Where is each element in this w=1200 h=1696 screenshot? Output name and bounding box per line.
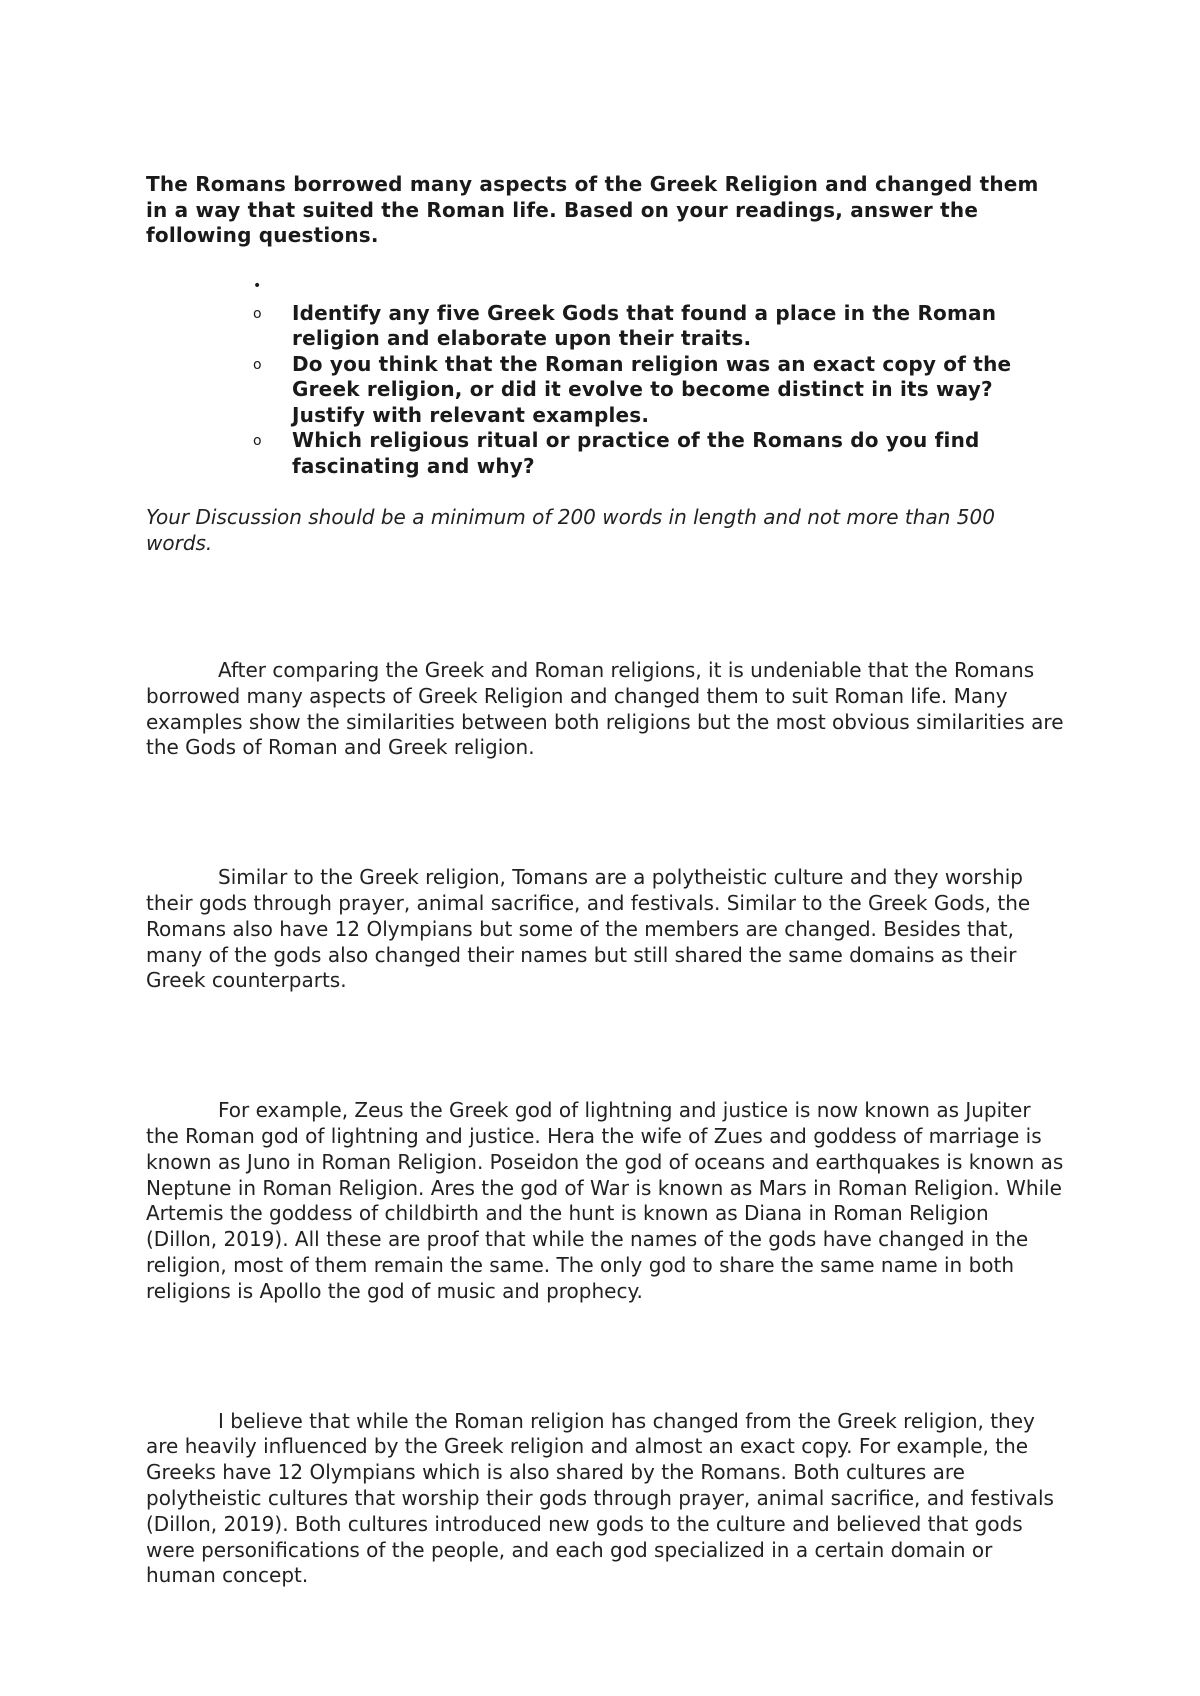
sub-bullet-marker: o bbox=[253, 305, 262, 322]
body-paragraph: For example, Zeus the Greek god of lightning and justice is now known as Jupiter the Roman god of lightning and justice. Hera the wife of Zues and goddess of marriage is known as Juno in Roman Religion. Poseidon the god of oceans and earthquakes is known as Neptune in Roman Religion. Ares the god of War is known as Mars in Roman Religion. While Artemis the goddess of childbirth and the hunt is known as Diana in Roman Religion (Dillon, 2019). All these are proof that while the names of the gods have changed in the religion, most of them remain the same. The only god to share the same name in both religions is Apollo the god of music and prophecy. bbox=[146, 1098, 1064, 1303]
question-text: Which religious ritual or practice of the Romans do you find fascinating and why? bbox=[292, 428, 980, 478]
sub-bullet-marker: o bbox=[253, 356, 262, 373]
body-paragraph: After comparing the Greek and Roman religions, it is undeniable that the Romans borrowed many aspects of Greek Religion and changed them to suit Roman life. Many examples show the similarities between both religions but the most obvious similarities are the Gods of Roman and Greek religion. bbox=[146, 658, 1064, 760]
question-item bbox=[146, 428, 1066, 479]
question-item bbox=[146, 301, 1066, 352]
empty-bullet-item bbox=[146, 275, 1066, 301]
question-item bbox=[146, 352, 1066, 429]
bullet-marker: • bbox=[253, 277, 262, 294]
word-count-note: Your Discussion should be a minimum of 200 words in length and not more than 500 words. bbox=[146, 505, 995, 555]
body-paragraph: Similar to the Greek religion, Tomans are a polytheistic culture and they worship their gods through prayer, animal sacrifice, and festivals. Similar to the Greek Gods, the Romans also have 12 Olympians but some of the members are changed. Besides that, many of the gods also changed their names but still shared the same domains as their Greek counterparts. bbox=[146, 865, 1031, 993]
sub-bullet-marker: o bbox=[253, 433, 262, 449]
question-text: Do you think that the Roman religion was an exact copy of the Greek religion, or did it evolve to become distinct in its way? Justify with relevant examples. bbox=[292, 351, 1012, 427]
document-body bbox=[146, 172, 1066, 1589]
question-text: Identify any five Greek Gods that found a place in the Roman religion and elaborate upon their traits. bbox=[292, 300, 997, 350]
body-paragraph: I believe that while the Roman religion has changed from the Greek religion, they are heavily influenced by the Greek religion and almost an exact copy. For example, the Greeks have 12 Olympians which is also shared by the Romans. Both cultures are polytheistic cultures that worship their gods through prayer, animal sacrifice, and festivals (Dillon, 2019). Both cultures introduced new gods to the culture and believed that gods were personifications of the people, and each god specialized in a certain domain or human concept. bbox=[146, 1408, 1054, 1588]
question-list bbox=[146, 275, 1066, 480]
assignment-prompt: The Romans borrowed many aspects of the Greek Religion and changed them in a way that suited the Roman life. Based on your readings, answer the following questions. bbox=[146, 172, 1039, 247]
